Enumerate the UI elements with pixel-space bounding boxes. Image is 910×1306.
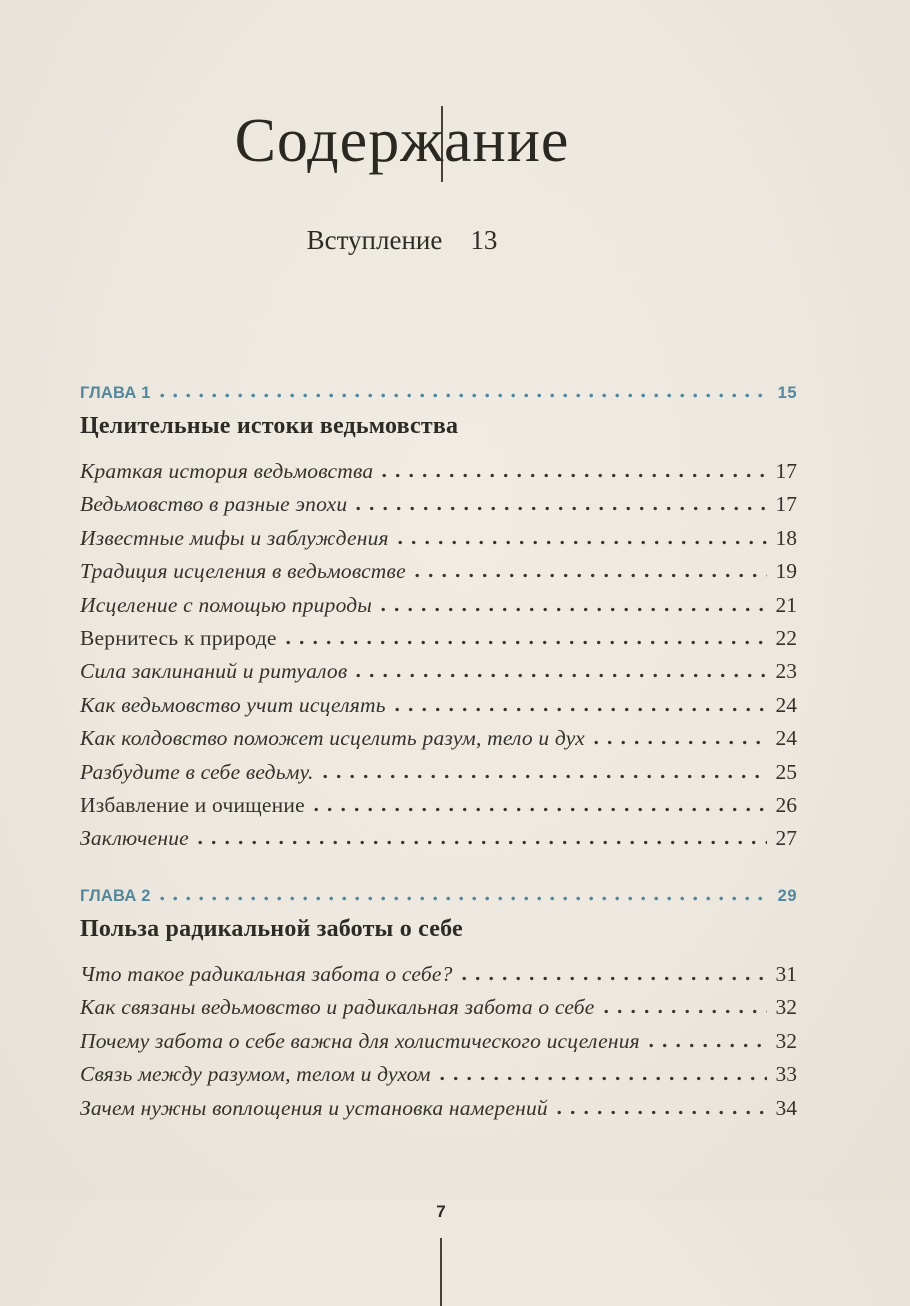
entry-label: Традиция исцеления в ведьмовстве: [80, 559, 406, 584]
leader-dots: [356, 673, 766, 678]
leader-dots: [198, 840, 767, 845]
entry-label: Почему забота о себе важна для холистического исцеления: [80, 1028, 640, 1053]
toc-entry: [80, 488, 797, 521]
entry-label: Сила заклинаний и ритуалов: [80, 659, 348, 684]
chapter-number-label: ГЛАВА 2: [80, 886, 151, 905]
entry-page: 32: [775, 995, 797, 1020]
toc-entry: [80, 455, 797, 488]
page-header: [0, 106, 857, 257]
entry-label: Разбудите в себе ведьму.: [80, 759, 314, 784]
toc-chapter-heading-row: [80, 880, 797, 913]
entry-page: 22: [775, 626, 797, 651]
intro-label: Вступление: [306, 225, 443, 255]
leader-dots: [323, 774, 767, 779]
entry-page: 17: [775, 492, 797, 517]
entry-label: Вернитесь к природе: [80, 626, 277, 651]
entry-label: Избавление и очищение: [80, 793, 305, 818]
toc-entry: [80, 689, 797, 722]
leader-dots: [398, 540, 767, 545]
toc: [80, 377, 797, 1125]
toc-entry: [80, 822, 797, 855]
leader-dots: [604, 1009, 767, 1014]
toc-entry: [80, 1092, 797, 1125]
leader-dots: [286, 640, 767, 645]
toc-entry: [80, 789, 797, 822]
toc-entry: [80, 589, 797, 622]
entry-page: 18: [775, 525, 797, 550]
entry-label: Как колдовство поможет исцелить разум, тело и дух: [80, 726, 585, 751]
intro-page-number: 13: [470, 225, 498, 255]
entry-page: 32: [775, 1028, 797, 1053]
entry-page: 26: [775, 793, 797, 818]
leader-dots: [382, 473, 766, 478]
entry-label: Как ведьмовство учит исцелять: [80, 692, 386, 717]
entry-page: 27: [775, 826, 797, 851]
chapter-page: 15: [777, 384, 797, 402]
chapter-entries: [80, 455, 797, 856]
toc-entry: [80, 622, 797, 655]
chapter-entries: [80, 958, 797, 1125]
bottom-divider-line: [440, 1238, 442, 1306]
toc-chapter: [80, 880, 797, 1125]
entry-label: Исцеление с помощью природы: [80, 592, 373, 617]
entry-page: 23: [775, 659, 797, 684]
entry-label: Связь между разумом, телом и духом: [80, 1062, 431, 1087]
toc-entry: [80, 722, 797, 755]
page-title: Содержание: [234, 107, 570, 175]
entry-page: 19: [775, 559, 797, 584]
toc-entry: [80, 522, 797, 555]
entry-label: Известные мифы и заблуждения: [80, 525, 389, 550]
entry-page: 24: [775, 692, 797, 717]
leader-dots: [557, 1110, 767, 1115]
intro-row: [0, 223, 857, 257]
toc-entry: [80, 1058, 797, 1091]
leader-dots: [462, 976, 767, 981]
entry-page: 31: [775, 961, 797, 986]
footer-page-number: 7: [436, 1202, 446, 1221]
leader-dots: [314, 807, 767, 812]
toc-entry: [80, 991, 797, 1024]
toc-entry: [80, 958, 797, 991]
entry-label: Зачем нужны воплощения и установка намерений: [80, 1095, 548, 1120]
toc-entry: [80, 655, 797, 688]
entry-label: Ведьмовство в разные эпохи: [80, 492, 348, 517]
toc-chapter-heading-row: [80, 377, 797, 410]
entry-label: Краткая история ведьмовства: [80, 459, 374, 483]
entry-page: 17: [775, 459, 797, 483]
leader-dots: [594, 740, 767, 745]
chapter-number-label: ГЛАВА 1: [80, 384, 151, 402]
entry-label: Заключение: [80, 826, 189, 851]
chapter-title: Целительные истоки ведьмовства: [80, 413, 459, 439]
leader-dots: [356, 506, 766, 511]
toc-chapter: [80, 377, 797, 856]
leader-dots: [440, 1076, 767, 1081]
toc-entry: [80, 555, 797, 588]
chapter-title: Польза радикальной заботы о себе: [80, 915, 463, 942]
toc-entry: [80, 1025, 797, 1058]
leader-dots: [415, 573, 767, 578]
entry-page: 25: [775, 759, 797, 784]
entry-label: Как связаны ведьмовство и радикальная забота о себе: [80, 995, 595, 1020]
entry-page: 21: [775, 592, 797, 617]
leader-dots: [160, 393, 771, 398]
leader-dots: [649, 1043, 767, 1048]
chapter-page: 29: [777, 886, 797, 905]
leader-dots: [160, 896, 771, 901]
entry-label: Что такое радикальная забота о себе?: [80, 961, 453, 986]
entry-page: 34: [775, 1095, 797, 1120]
leader-dots: [381, 607, 766, 612]
entry-page: 24: [775, 726, 797, 751]
leader-dots: [395, 707, 767, 712]
entry-page: 33: [775, 1062, 797, 1087]
toc-entry: [80, 756, 797, 789]
